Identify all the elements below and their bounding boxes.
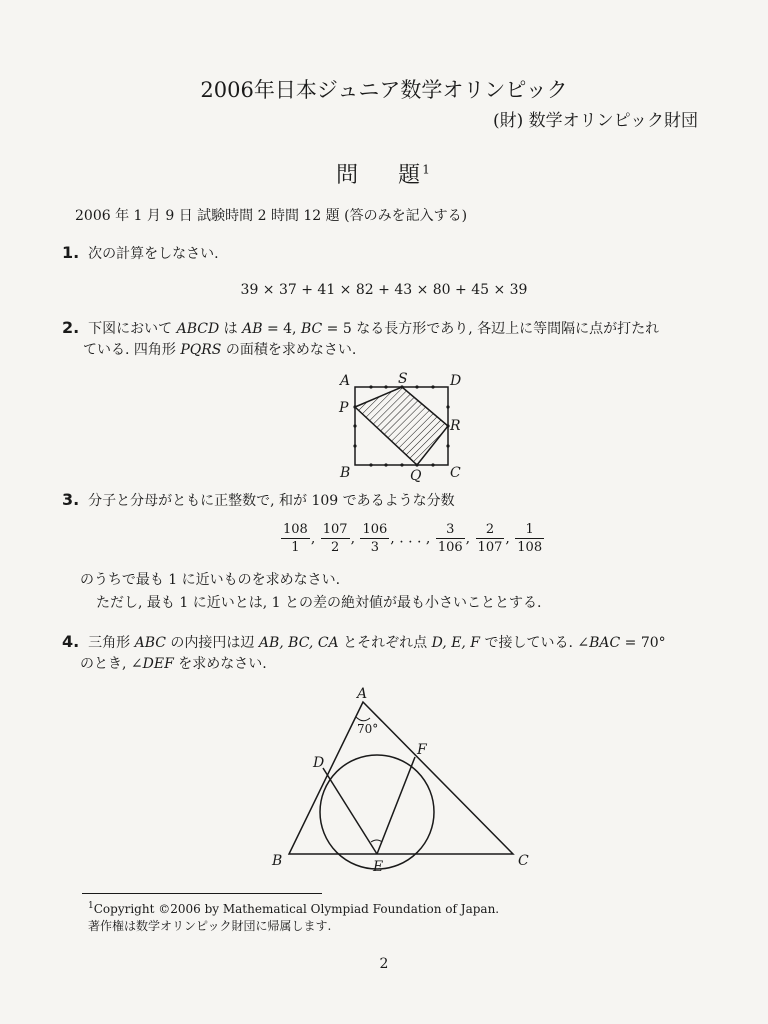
problem-4-text: 三角形 bbox=[88, 635, 131, 651]
heading-footnote-mark: 1 bbox=[422, 162, 432, 177]
heading-char-2: 題 bbox=[398, 163, 423, 188]
fraction-denominator: 1 bbox=[291, 540, 300, 555]
problem-4 bbox=[62, 630, 742, 655]
incircle bbox=[320, 755, 434, 869]
label-d: D bbox=[450, 373, 462, 389]
label-b: B bbox=[340, 465, 351, 481]
problem-3-text: 分子と分母がともに正整数で, 和が 109 であるような分数 bbox=[88, 493, 455, 509]
problem-3-number: 3. bbox=[62, 490, 80, 509]
problem-4-line2 bbox=[80, 653, 267, 676]
problem-4-text: とそれぞれ点 bbox=[343, 635, 428, 651]
footnote-rights: 著作権は数学オリンピック財団に帰属します. bbox=[88, 919, 332, 933]
fraction-numerator: 1 bbox=[515, 521, 544, 539]
label-f: F bbox=[417, 742, 427, 758]
problem-2-text: ている. 四角形 bbox=[83, 342, 176, 358]
label-e: E bbox=[373, 859, 384, 875]
fraction-denominator: 3 bbox=[370, 540, 380, 555]
segment-ef bbox=[377, 757, 415, 854]
problem-4-text: = 70° bbox=[620, 635, 666, 651]
problem-3-line2: のうちで最も 1 に近いものを求めなさい. bbox=[80, 572, 341, 588]
problem-4-text: で接している. bbox=[484, 635, 573, 651]
angle-arc-a bbox=[356, 717, 370, 721]
problem-2-text: 下図において bbox=[88, 321, 173, 337]
footnote-mark: 1 bbox=[88, 901, 94, 911]
label-p: P bbox=[339, 400, 349, 416]
problem-4-math: D, E, F bbox=[431, 635, 481, 651]
problem-1-number: 1. bbox=[62, 243, 80, 262]
exam-info: 2006 年 1 月 9 日 試験時間 2 時間 12 題 (答のみを記入する) bbox=[75, 208, 468, 224]
fraction bbox=[281, 521, 310, 556]
problem-1-expression: 39 × 37 + 41 × 82 + 43 × 80 + 45 × 39 bbox=[240, 282, 528, 298]
problem-4-text: の内接円は辺 bbox=[170, 635, 255, 651]
fraction-numerator: 106 bbox=[362, 522, 388, 537]
section-heading bbox=[0, 158, 768, 189]
angle-arc-e bbox=[371, 840, 382, 842]
problem-2-math: AB bbox=[242, 321, 263, 337]
problem-4-math: ∠DEF bbox=[130, 656, 174, 672]
comma: , bbox=[310, 530, 316, 547]
problem-4-number: 4. bbox=[62, 632, 80, 651]
triangle-figure bbox=[260, 682, 550, 877]
fraction-denominator: 2 bbox=[331, 540, 340, 555]
comma: , bbox=[465, 530, 471, 547]
comma: , bbox=[505, 530, 510, 547]
problem-3 bbox=[62, 488, 455, 513]
problem-2 bbox=[62, 316, 722, 341]
problem-4-text: のとき, bbox=[80, 656, 127, 672]
problem-2-text: の面積を求めなさい. bbox=[225, 342, 357, 358]
label-c: C bbox=[518, 853, 529, 869]
problem-2-math: ABCD bbox=[176, 321, 220, 337]
footnote-line-1: Copyright ©2006 by Mathematical Olympiad Foundation of Japan. bbox=[93, 902, 500, 916]
label-a: A bbox=[340, 373, 351, 389]
angle-label: 70° bbox=[357, 722, 379, 736]
fraction-denominator: 108 bbox=[517, 540, 543, 555]
problem-2-math: BC bbox=[300, 321, 323, 337]
problem-2-number: 2. bbox=[62, 318, 80, 337]
rectangle-figure bbox=[330, 368, 470, 483]
fraction bbox=[321, 521, 350, 556]
label-c: C bbox=[450, 465, 461, 481]
segment-de bbox=[323, 768, 377, 854]
footnote-copyright bbox=[88, 898, 499, 918]
label-s: S bbox=[398, 371, 408, 387]
problem-2-math: PQRS bbox=[180, 342, 222, 358]
heading-char-1: 問 bbox=[336, 163, 361, 188]
document-title: 2006年日本ジュニア数学オリンピック bbox=[200, 78, 568, 102]
problem-4-text: を求めなさい. bbox=[178, 656, 267, 672]
problem-1-text: 次の計算をしなさい. bbox=[88, 246, 219, 262]
problem-1 bbox=[62, 241, 219, 266]
fraction bbox=[515, 521, 544, 556]
fraction-denominator: 107 bbox=[477, 540, 503, 555]
problem-2-text: は bbox=[223, 321, 238, 337]
label-b: B bbox=[272, 853, 283, 869]
problem-4-math: AB, BC, CA bbox=[258, 635, 339, 651]
fraction-numerator: 3 bbox=[436, 521, 465, 539]
problem-3-line3: ただし, 最も 1 に近いとは, 1 との差の絶対値が最も小さいこととする. bbox=[96, 595, 542, 611]
page-number: 2 bbox=[379, 956, 389, 972]
problem-2-text: = 4, bbox=[262, 321, 301, 337]
label-d: D bbox=[313, 755, 325, 771]
problem-4-math: ∠BAC bbox=[577, 635, 621, 651]
label-q: Q bbox=[410, 468, 422, 483]
footnote bbox=[88, 898, 499, 935]
footnote-rule bbox=[82, 893, 322, 894]
organizer: (財) 数学オリンピック財団 bbox=[493, 111, 698, 131]
problem-2-line2 bbox=[83, 339, 356, 362]
ellipsis: , . . . , bbox=[390, 530, 431, 547]
quadrilateral-pqrs bbox=[355, 387, 448, 465]
fraction bbox=[436, 521, 465, 556]
comma: , bbox=[350, 530, 356, 547]
fraction-sequence bbox=[280, 521, 545, 556]
problem-2-text: = 5 なる長方形であり, 各辺上に等間隔に点が打たれ bbox=[322, 321, 660, 337]
fraction bbox=[476, 521, 505, 556]
fraction-denominator: 106 bbox=[437, 540, 463, 555]
fraction-numerator: 108 bbox=[283, 522, 308, 537]
label-a: A bbox=[357, 686, 368, 702]
problem-4-math: ABC bbox=[134, 635, 166, 651]
fraction-numerator: 2 bbox=[476, 521, 505, 539]
fraction-numerator: 107 bbox=[322, 522, 348, 537]
label-r: R bbox=[450, 418, 461, 434]
fraction bbox=[360, 521, 389, 556]
